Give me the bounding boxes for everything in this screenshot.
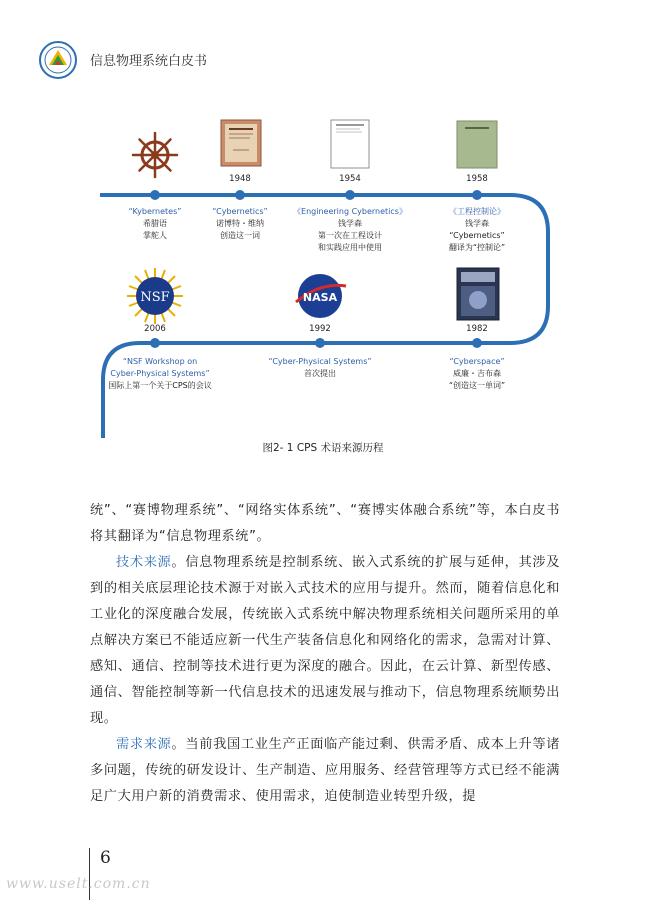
timeline-entry-desc: 翻译为“控制论” (448, 243, 506, 252)
figure-caption: 图2- 1 CPS 术语来源历程 (262, 442, 384, 454)
timeline-node (235, 190, 245, 200)
timeline-entry-desc: 诺博特・维纳 (216, 219, 264, 228)
timeline-entry-desc: 钱学森 (465, 219, 489, 228)
timeline-entry-desc: 和实践应用中使用 (318, 243, 382, 252)
watermark: www.uselt.com.cn (6, 876, 151, 892)
timeline-node (150, 338, 160, 348)
timeline-node (472, 190, 482, 200)
timeline-entry-title: “Kybernetes” (128, 207, 182, 216)
paragraph-text: 。当前我国工业生产正面临产能过剩、供需矛盾、成本上升等诸多问题，传统的研发设计、生产制造、应用服务、经营管理等方式已经不能满足广大用户新的消费需求、使用需求，迫使制造业转型升级，提 (90, 737, 560, 804)
timeline-year: 1958 (466, 174, 488, 184)
timeline-entry-title: 《Engineering Cybernetics》 (293, 207, 407, 216)
timeline-year: 2006 (144, 324, 166, 334)
svg-text:NASA: NASA (302, 291, 338, 304)
timeline-node (345, 190, 355, 200)
timeline-entry-title-line2: Cyber-Physical Systems” (110, 369, 210, 378)
timeline-entry-title: “NSF Workshop on (122, 357, 198, 366)
paragraph-text: 。信息物理系统是控制系统、嵌入式系统的扩展与延伸，其涉及到的相关底层理论技术源于对嵌入式技术的应用与提升。然而，随着信息化和工业化的深度融合发展，传统嵌入式系统中解决物理系统相关问题所采用的单点解决方案已不能适应新一代生产装备信息化和网络化的需求，急需对计算、感知、通信、控制等技术进行更为深度的融合。因此，在云计算、新型传感、通信、智能控制等新一代信息技术的迅速发展与推动下，信息物理系统顺势出现。 (90, 555, 560, 726)
neuromancer-book-cover-icon (457, 268, 499, 320)
header-title: 信息物理系统白皮书 (90, 54, 208, 69)
cybernetics-book-cover-icon (221, 120, 261, 166)
timeline-entry-title: “Cybernetics” (212, 207, 268, 216)
timeline-entry-desc: 国际上第一个关于CPS的会议 (108, 381, 212, 390)
nasa-logo-icon (296, 274, 346, 318)
page-number: 6 (100, 848, 111, 868)
engineering-cybernetics-paper-icon (331, 120, 369, 168)
paragraph-demand-source (90, 732, 560, 810)
ship-wheel-icon (133, 133, 177, 177)
svg-text:NSF: NSF (140, 290, 170, 305)
timeline-node (315, 338, 325, 348)
timeline-entry-desc: 第一次在工程设计 (318, 231, 382, 240)
timeline-entry-title: 《工程控制论》 (449, 207, 505, 216)
timeline-entry-nsf-workshop (100, 356, 220, 392)
timeline-entry-engineering-cybernetics (285, 206, 415, 254)
body-text (90, 498, 560, 810)
timeline-node (472, 338, 482, 348)
timeline-entry-desc: “创造这一单词” (448, 381, 506, 390)
timeline-entry-desc: 首次提出 (304, 369, 336, 378)
timeline-entry-desc: 希腊语 (143, 219, 167, 228)
nsf-logo-icon (127, 268, 183, 324)
paragraph-heading: 需求来源 (116, 737, 172, 752)
timeline-year: 1948 (229, 174, 251, 184)
timeline-entry-desc: 掌舵人 (143, 231, 167, 240)
green-book-cover-icon (457, 121, 497, 168)
timeline-entry-title: “Cyberspace” (449, 357, 505, 366)
timeline-entry-desc: 钱学森 (338, 219, 362, 228)
timeline-entry-cybernetics (190, 206, 290, 242)
timeline-year: 1982 (466, 324, 488, 334)
paragraph-heading: 技术来源 (116, 555, 172, 570)
timeline-entry-cps-first (255, 356, 385, 380)
paragraph-continuation: 统”、“赛博物理系统”、“网络实体系统”、“赛博实体融合系统”等，本白皮书将其翻译为“信息物理系统”。 (90, 503, 560, 544)
timeline-entry-title: “Cyber-Physical Systems” (268, 357, 372, 366)
timeline-entry-gongcheng-kongzhilun (427, 206, 527, 254)
timeline-entry-cyberspace (427, 356, 527, 392)
timeline-entry-desc: 威廉・吉布森 (453, 369, 501, 378)
timeline-year: 1992 (309, 324, 331, 334)
timeline-entry-desc: 创造这一词 (220, 231, 260, 240)
timeline-node (150, 190, 160, 200)
paragraph-technology-source (90, 550, 560, 732)
timeline-entry-desc: “Cybernetics” (449, 231, 505, 240)
page-number-divider (89, 848, 90, 900)
timeline-year: 1954 (339, 174, 361, 184)
